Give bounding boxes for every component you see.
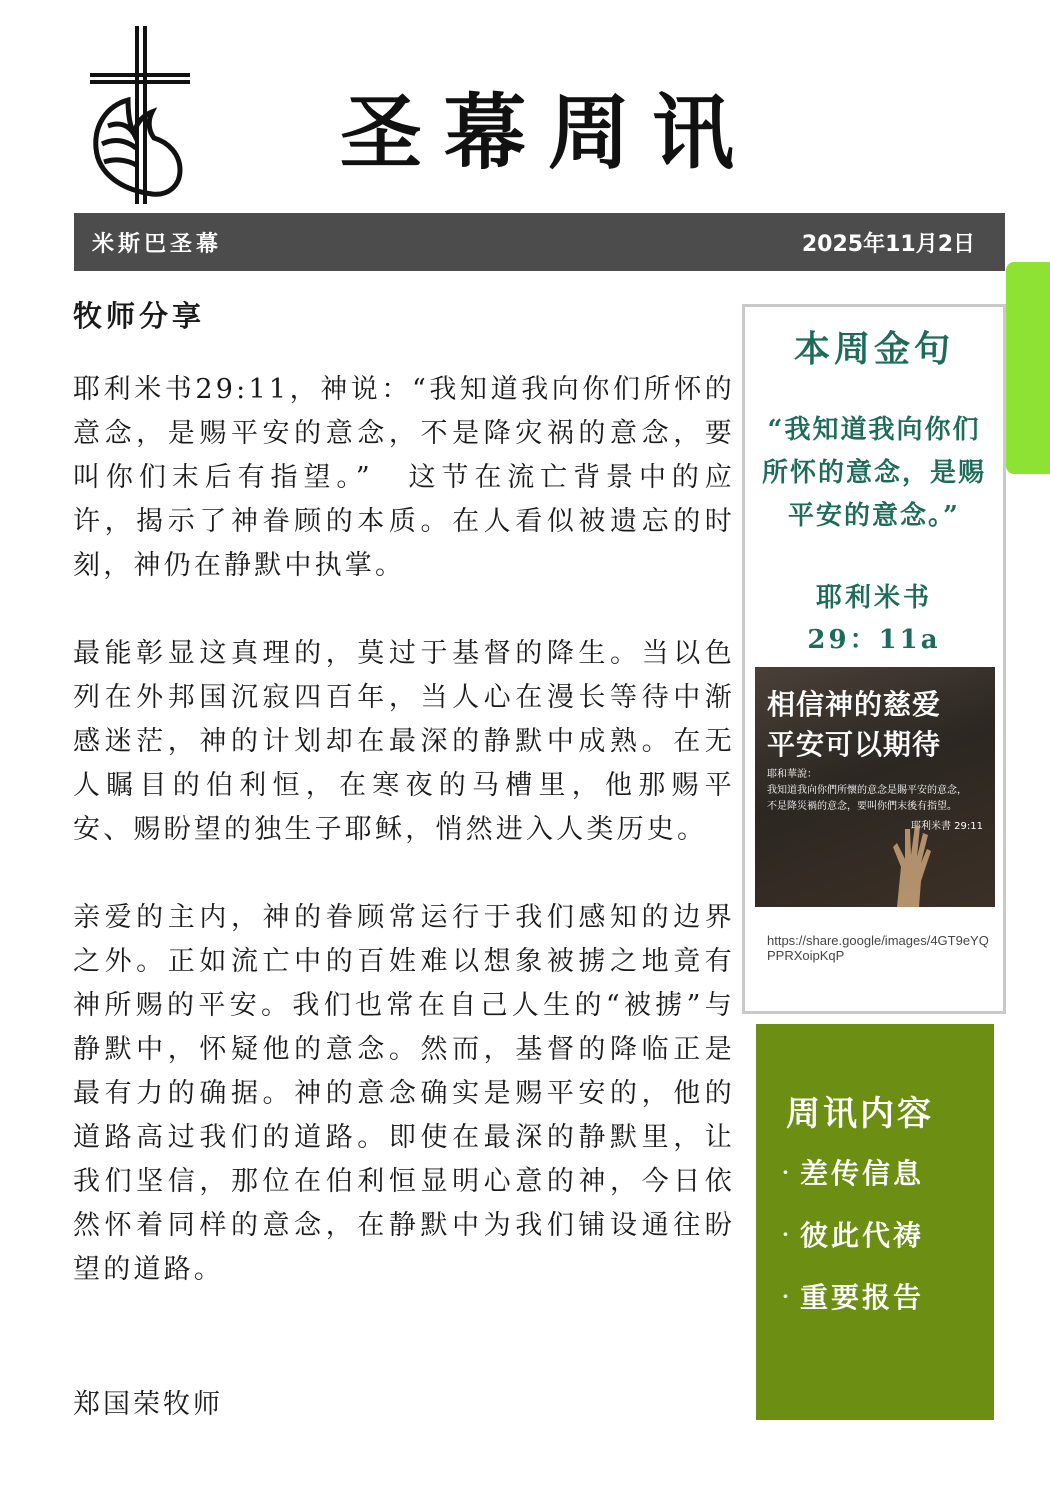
- verse-image: [755, 667, 995, 907]
- raised-hand-icon: [875, 817, 935, 907]
- cross-and-flame-dove-icon: [88, 26, 194, 206]
- image-headline-1: 相信神的慈爱: [767, 688, 942, 721]
- article-paragraph: 亲爱的主内，神的眷顾常运行于我们感知的边界之外。正如流亡中的百姓难以想象被掳之地竟有神所赐的平安。我们也常在自己人生的“被掳”与静默中，怀疑他的意念。然而，基督的降临正是最有力的确据。神的意念确实是赐平安的，他的道路高过我们的道路。即使在最深的静默里，让我们坚信，那位在伯利恒显明心意的神，今日依然怀着同样的意念，在静默中为我们铺设通往盼望的道路。: [73, 902, 735, 1285]
- header-banner: [74, 213, 1005, 271]
- article-paragraph: 耶利米书29:11，神说：“我知道我向你们所怀的意念，是赐平安的意念，不是降灾祸的意念，要叫你们末后有指望。” 这节在流亡背景中的应许，揭示了神眷顾的本质。在人看似被遗忘的时刻，神仍在静默中执掌。: [73, 374, 735, 581]
- weekly-verse-box: [742, 304, 1006, 1014]
- contents-item-label: 重要报告: [799, 1281, 924, 1314]
- contents-item-label: 差传信息: [799, 1157, 924, 1190]
- church-name: 米斯巴圣幕: [92, 232, 223, 257]
- contents-item-label: 彼此代祷: [799, 1219, 924, 1252]
- image-source-link[interactable]: https://share.google/images/4GT9eYQPPRXoipKqP: [767, 933, 989, 963]
- image-verse-ref: 耶利米書 29:11: [911, 821, 983, 832]
- image-headline-2: 平安可以期待: [767, 728, 942, 761]
- pastor-article: [73, 368, 735, 1336]
- verse-book: 耶利米书: [815, 583, 932, 613]
- article-heading: 牧师分享: [73, 299, 206, 333]
- contents-heading: 周讯内容: [786, 1094, 934, 1134]
- verse-reference: [745, 577, 1003, 661]
- article-paragraph: 最能彰显这真理的，莫过于基督的降生。当以色列在外邦国沉寂四百年，当人心在漫长等待中渐感迷茫，神的计划却在最深的静默中成熟。在无人瞩目的伯利恒，在寒夜的马槽里，他那赐平安、赐盼望的独生子耶稣，悄然进入人类历史。: [73, 638, 735, 845]
- image-verse-text: [767, 767, 989, 815]
- contents-item: · 差传信息: [782, 1157, 924, 1190]
- newsletter-title: 圣幕周讯: [340, 85, 757, 181]
- article-signature: 郑国荣牧师: [73, 1389, 223, 1420]
- contents-item: · 重要报告: [782, 1281, 924, 1314]
- contents-box: [756, 1024, 994, 1420]
- contents-item: · 彼此代祷: [782, 1219, 924, 1252]
- verse-heading: 本周金句: [793, 328, 954, 370]
- contents-list: [782, 1152, 924, 1338]
- side-tab: [1006, 262, 1050, 474]
- image-verse-line: 不是降災禍的意念，要叫你們末後有指望。: [767, 801, 957, 812]
- image-verse-line: 耶和華說：: [767, 769, 817, 780]
- image-verse-line: 我知道我向你們所懷的意念是賜平安的意念，: [767, 785, 967, 796]
- issue-date: 2025年11月2日: [801, 232, 975, 257]
- verse-chapter: 29：11a: [807, 625, 941, 655]
- verse-text: “我知道我向你们所怀的意念，是赐平安的意念。”: [761, 415, 986, 531]
